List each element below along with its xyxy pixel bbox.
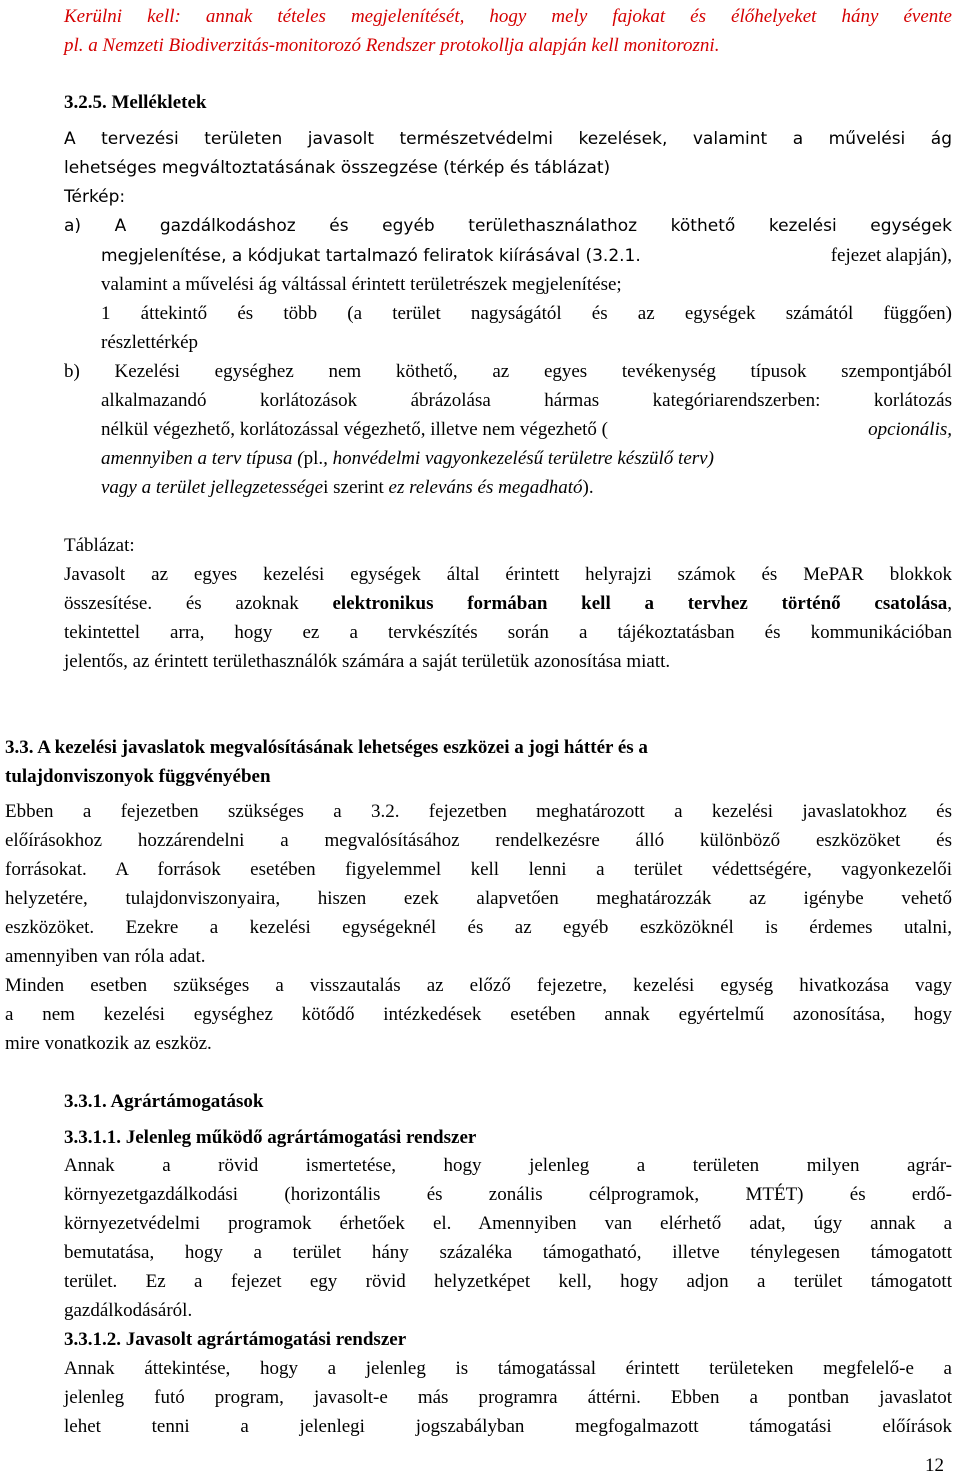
table-line-3: tekintettel arra, hogy ez a tervkészítés során a tájékoztatásban és kommunikációban xyxy=(64,622,952,643)
s3311-line-5: terület. Ez a fejezet egy rövid helyzetképet kell, hogy adjon a terület támogatott xyxy=(64,1271,952,1292)
item-a-line-2: megjelenítése, a kódjukat tartalmazó feliratok kiírásával (3.2.1. fejezet alapján), xyxy=(101,245,952,266)
s33-p2-line-2: a nem kezelési egységhez kötődő intézkedések esetében annak egyértelmű azonosítása, hogy xyxy=(5,1004,952,1025)
s33-p1-line-1: Ebben a fejezetben szükséges a 3.2. fejezetben meghatározott a kezelési javaslatokhoz és xyxy=(5,801,952,822)
s3312-line-2: jelenleg futó program, javasolt-e más programra áttérni. Ebben a pontban javaslatot xyxy=(64,1387,952,1408)
s3311-line-2: környezetgazdálkodási (horizontális és zonális célprogramok, MTÉT) és erdő- xyxy=(64,1184,952,1205)
item-b-line-4: amennyiben a terv típusa (pl., honvédelmi vagyonkezelésű területre készülő terv) xyxy=(101,448,714,469)
map-label: Térkép: xyxy=(64,187,126,207)
item-b-line-2: alkalmazandó korlátozások ábrázolása hármas kategóriarendszerben: korlátozás xyxy=(101,390,952,411)
section-3312-heading: 3.3.1.2. Javasolt agrártámogatási rendszer xyxy=(64,1329,407,1350)
section-325-heading: 3.2.5. Mellékletek xyxy=(64,92,207,113)
item-b-line-3: nélkül végezhető, korlátozással végezhető, illetve nem végezhető ( opcionális, xyxy=(101,419,952,440)
s3311-line-6: gazdálkodásáról. xyxy=(64,1300,193,1321)
item-a-line-5: részlettérkép xyxy=(101,332,199,353)
section-331-heading: 3.3.1. Agrártámogatások xyxy=(64,1091,264,1112)
s3311-line-1: Annak a rövid ismertetése, hogy jelenleg a területen milyen agrár- xyxy=(64,1155,952,1176)
intro-line-2: lehetséges megváltoztatásának összegzése (térkép és táblázat) xyxy=(64,158,611,178)
section-3311-heading: 3.3.1.1. Jelenleg működő agrártámogatási rendszer xyxy=(64,1127,477,1148)
intro-line-1: A tervezési területen javasolt természetvédelmi kezelések, valamint a művelési ág xyxy=(64,129,952,149)
item-a-line-3: valamint a művelési ág váltással érintett területrészek megjelenítése; xyxy=(101,274,622,295)
item-a-line-1: a) A gazdálkodáshoz és egyéb területhasználathoz köthető kezelési egységek xyxy=(64,216,952,236)
header-note-line-1: Kerülni kell: annak tételes megjelenítését, hogy mely fajokat és élőhelyeket hány évente xyxy=(64,6,952,27)
section-33-heading-2: tulajdonviszonyok függvényében xyxy=(5,766,271,787)
s33-p1-line-6: amennyiben van róla adat. xyxy=(5,946,206,967)
table-line-2: összesítése. és azoknak elektronikus formában kell a tervhez történő csatolása, xyxy=(64,593,952,614)
table-line-1: Javasolt az egyes kezelési egységek által érintett helyrajzi számok és MePAR blokkok xyxy=(64,564,952,585)
item-a-line-4: 1 áttekintő és több (a terület nagyságától és az egységek számától függően) xyxy=(101,303,952,324)
s3311-line-4: bemutatása, hogy a terület hány százaléka támogatható, illetve ténylegesen támogatott xyxy=(64,1242,952,1263)
item-b-line-1: b) Kezelési egységhez nem köthető, az egyes tevékenység típusok szempontjából xyxy=(64,361,952,382)
s33-p2-line-3: mire vonatkozik az eszköz. xyxy=(5,1033,212,1054)
s33-p2-line-1: Minden esetben szükséges a visszautalás az előző fejezetre, kezelési egység hivatkozása vagy xyxy=(5,975,952,996)
s3312-line-3: lehet tenni a jelenlegi jogszabályban megfogalmazott támogatási előírások xyxy=(64,1416,952,1437)
item-b-line-5: vagy a terület jellegzetességei szerint ez releváns és megadható). xyxy=(101,477,594,498)
page-number: 12 xyxy=(925,1455,944,1476)
section-33-heading-1: 3.3. A kezelési javaslatok megvalósításának lehetséges eszközei a jogi háttér és a xyxy=(5,737,648,758)
header-note-line-2: pl. a Nemzeti Biodiverzitás-monitorozó Rendszer protokollja alapján kell monitorozni. xyxy=(64,35,720,56)
s33-p1-line-5: eszközöket. Ezekre a kezelési egységeknél és az egyéb eszközöknél is érdemes utalni, xyxy=(5,917,952,938)
s33-p1-line-4: helyzetére, tulajdonviszonyaira, hiszen ezek alapvetően meghatározzák az igénybe vehető xyxy=(5,888,952,909)
s33-p1-line-2: előírásokhoz hozzárendelni a megvalósításához rendelkezésre álló különböző eszközöket és xyxy=(5,830,952,851)
table-line-4: jelentős, az érintett területhasználók számára a saját területük azonosítása miatt. xyxy=(64,651,671,672)
s3312-line-1: Annak áttekintése, hogy a jelenleg is támogatással érintett területeken megfelelő-e a xyxy=(64,1358,952,1379)
table-label: Táblázat: xyxy=(64,535,135,556)
s3311-line-3: környezetvédelmi programok érhetőek el. Amennyiben van elérhető adat, úgy annak a xyxy=(64,1213,952,1234)
s33-p1-line-3: forrásokat. A források esetében figyelemmel kell lenni a terület védettségére, vagyonkezelői xyxy=(5,859,952,880)
